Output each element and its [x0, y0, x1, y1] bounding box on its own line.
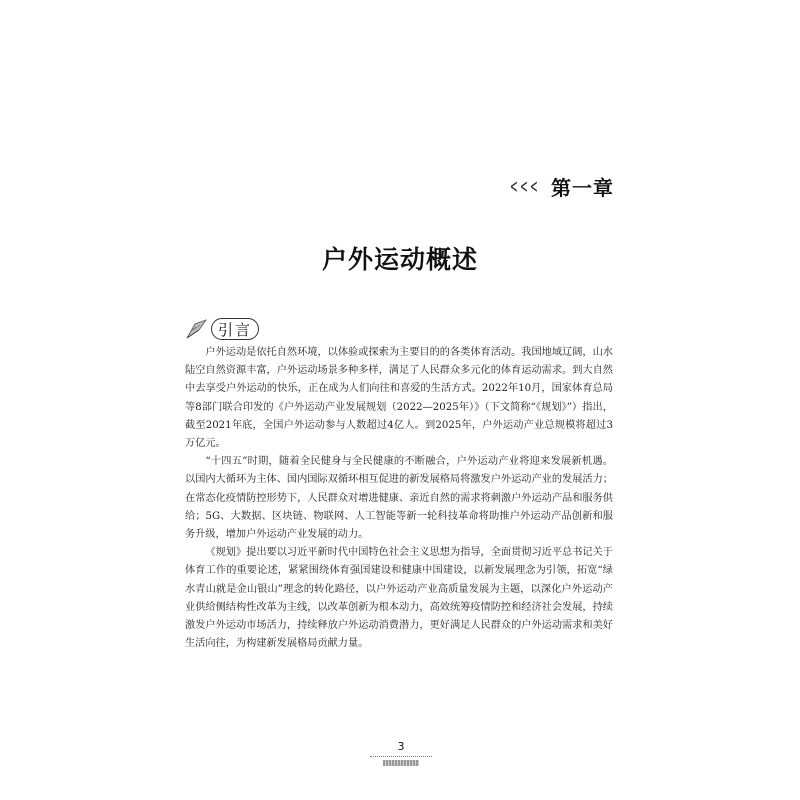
triple-chevron-left-icon: < < <: [510, 175, 538, 198]
page-footer: [370, 740, 432, 766]
pen-quill-icon: [185, 318, 209, 340]
page-number: 3: [397, 740, 405, 753]
paragraph: 《规划》提出要以习近平新时代中国特色社会主义思想为指导，全面贯彻习近平总书记关于体育工作的重要论述，紧紧围绕体育强国建设和健康中国建设，以新发展理念为引领，拓宽“绿水青山就是金山银山”理念的转化路径，以户外运动产业高质量发展为主题，以深化户外运动产业供给侧结构性改革为主线，以改革创新为根本动力，高效统筹疫情防控和经济社会发展，持续激发户外运动市场活力，持续释放户外运动消费潜力，更好满足人民群众的户外运动需求和美好生活向往，为构建新发展格局贡献力量。: [185, 547, 613, 650]
paragraph: 户外运动是依托自然环境，以体验或探索为主要目的的各类体育活动。我国地域辽阔，山水陆空自然资源丰富，户外运动场景多种多样，满足了人民群众多元化的体育运动需求。到大自然中去享受户外运动的快乐，正在成为人们向往和喜爱的生活方式。2022年10月，国家体育总局等8部门联合印发的《户外运动产业发展规划（2022—2025年）》（下文简称“《规划》”）指出，截至2021年底，全国户外运动参与人数超过4亿人。到2025年，户外运动产业总规模将超过3万亿元。: [185, 347, 613, 450]
intro-label: 引言: [211, 318, 259, 340]
chapter-title: 户外运动概述: [321, 245, 478, 274]
chapter-label: 第一章: [551, 176, 614, 200]
footer-decoration: [383, 760, 419, 766]
intro-body: [185, 344, 613, 653]
intro-heading: [185, 318, 259, 340]
chapter-heading: [508, 172, 614, 201]
paragraph: “十四五”时期，随着全民健身与全民健康的不断融合，户外运动产业将迎来发展新机遇。以国内大循环为主体、国内国际双循环相互促进的新发展格局将激发户外运动产业的发展活力；在常态化疫情防控形势下，人民群众对增进健康、亲近自然的需求将刺激户外运动产品和服务供给；5G、大数据、区块链、物联网、人工智能等新一轮科技革命将助推户外运动产品创新和服务升级，增加户外运动产业发展的动力。: [185, 456, 613, 541]
footer-divider: [370, 756, 432, 757]
